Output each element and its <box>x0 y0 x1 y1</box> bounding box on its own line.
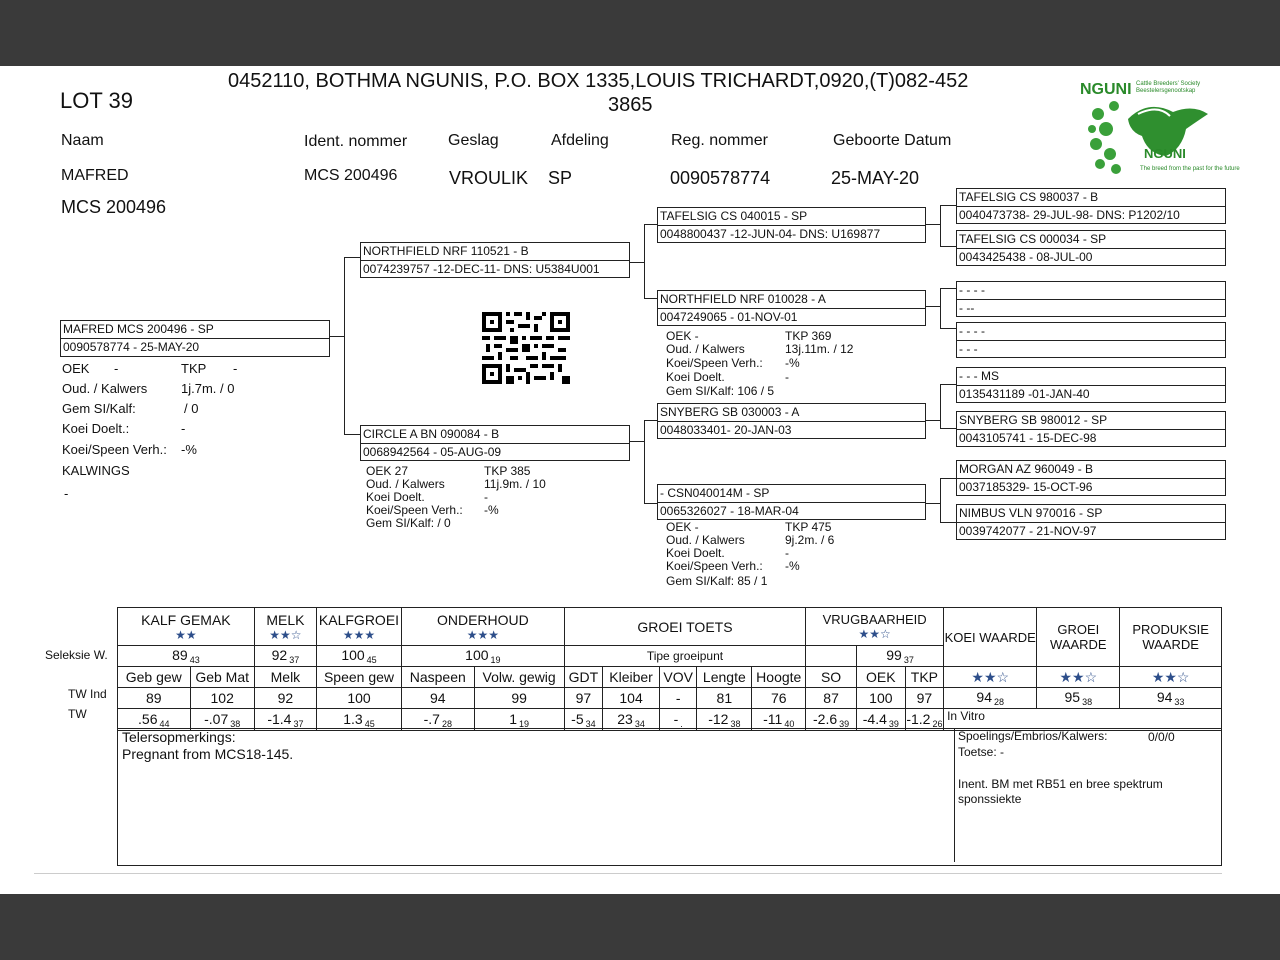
koei-stars: ★★☆ <box>944 667 1037 688</box>
value-afdeling: SP <box>548 168 573 188</box>
tw-cell: -5 $_{34}$ <box>564 709 602 731</box>
dam-gem: Gem SI/Kalf: / 0 <box>366 516 451 530</box>
label-geboorte: Geboorte Datum <box>833 132 952 149</box>
subject-tkp-value: - <box>233 361 238 376</box>
subject-speen-label: Koei/Speen Verh.: <box>62 442 167 457</box>
g3-name: TAFELSIG CS 980037 - B <box>959 190 1099 204</box>
top-dark-bar <box>0 0 1280 66</box>
tw-cell: -.07 $_{38}$ <box>190 709 254 731</box>
tw-cell: -4.4 $_{39}$ <box>856 709 905 731</box>
dam-oud-label: Oud. / Kalwers <box>366 477 445 491</box>
group-onderhoud: ONDERHOUD ★★★ <box>402 608 565 646</box>
col-header: OEK <box>856 667 905 688</box>
remarks-panel <box>117 728 1222 866</box>
logo-brand: NGUNI <box>1144 146 1186 161</box>
twind-cell: 81 <box>697 688 752 709</box>
connector <box>644 224 657 225</box>
twind-cell: 94 <box>402 688 475 709</box>
nguni-logo <box>1078 74 1240 180</box>
subject-oud-value: 1j.7m. / 0 <box>181 381 235 396</box>
dd-gem: Gem SI/Kalf: 85 / 1 <box>666 574 768 588</box>
logo-society: Cattle Breeders' Society <box>1136 81 1201 87</box>
connector <box>940 205 941 246</box>
connector <box>940 288 956 289</box>
connector <box>630 441 644 442</box>
pedigree-g3-box <box>956 504 1226 540</box>
sel-kalf-gemak: 89 $_{43}$ <box>118 646 255 667</box>
ss-reg: 0048800437 -12-JUN-04- DNS: U169877 <box>660 227 881 241</box>
tw-cell: .56 $_{44}$ <box>118 709 191 731</box>
col-header: GDT <box>564 667 602 688</box>
connector <box>630 262 644 263</box>
twind-cell: 92 <box>254 688 316 709</box>
pedigree-g3-box <box>956 281 1226 317</box>
footer-rule <box>34 873 1222 874</box>
dd-doelt-label: Koei Doelt. <box>666 546 725 560</box>
row-label-tw: TW <box>68 707 87 721</box>
value-geboorte: 25-MAY-20 <box>831 168 920 188</box>
produksie-waarde-value: 94 $_{33}$ <box>1120 688 1222 709</box>
subject-gem-value: / 0 <box>184 401 199 416</box>
tw-cell: -1.2 $_{26}$ <box>906 710 943 729</box>
kalwings-label: KALWINGS <box>62 463 130 478</box>
ds-reg: 0048033401- 20-JAN-03 <box>660 423 792 437</box>
value-naam: MAFRED <box>61 167 129 184</box>
connector <box>330 336 344 337</box>
g3-name: TAFELSIG CS 000034 - SP <box>959 232 1107 246</box>
connector <box>926 420 940 421</box>
label-ident: Ident. nommer <box>304 133 408 150</box>
connector <box>940 522 956 523</box>
connector <box>926 306 940 307</box>
pedigree-g3-box <box>956 411 1226 447</box>
ds-name: SNYBERG SB 030003 - A <box>660 405 800 419</box>
subject-speen-value: -% <box>181 442 197 457</box>
connector <box>940 288 941 329</box>
subject-tkp-label: TKP <box>181 361 207 376</box>
dd-name: - CSN040014M - SP <box>660 486 770 500</box>
tipe-groeipunt: Tipe groeipunt <box>564 646 805 667</box>
col-header: Geb Mat <box>190 667 254 688</box>
g3-name: - - - - <box>959 283 985 297</box>
sd-speen-value: -% <box>785 356 800 370</box>
row-label-twind: TW Ind <box>68 687 107 701</box>
dam-doelt-label: Koei Doelt. <box>366 490 425 504</box>
spoelings-label: Spoelings/Embrios/Kalwers: <box>958 729 1108 743</box>
group-produksie-waarde: PRODUKSIE WAARDE <box>1120 608 1222 667</box>
sd-doelt-label: Koei Doelt. <box>666 370 725 384</box>
subject-line1: MAFRED MCS 200496 - SP <box>63 322 214 336</box>
groei-stars: ★★☆ <box>1037 667 1120 688</box>
g3-name: NIMBUS VLN 970016 - SP <box>959 506 1103 520</box>
tw-cell: 23 $_{34}$ <box>603 709 660 731</box>
dam-doelt-value: - <box>484 490 488 504</box>
remarks-text: Pregnant from MCS18-145. <box>122 746 294 762</box>
pedigree-sire-sire-box <box>657 207 926 243</box>
col-header: Lengte <box>697 667 752 688</box>
pedigree-dam-dam-box <box>657 484 926 520</box>
col-header: Volw. gewig <box>474 667 564 688</box>
sd-name: NORTHFIELD NRF 010028 - A <box>660 292 826 306</box>
subject-box <box>60 320 330 357</box>
g3-reg: 0043425438 - 08-JUL-00 <box>959 250 1093 264</box>
twind-cell: 76 <box>752 688 806 709</box>
g3-reg: - -- <box>959 301 975 315</box>
col-header: Naspeen <box>402 667 475 688</box>
toetse: Toetse: - <box>958 745 1005 759</box>
dd-speen-value: -% <box>785 559 800 573</box>
twind-cell: 99 <box>474 688 564 709</box>
pedigree-sire-box <box>360 242 630 278</box>
twind-cell: 89 <box>118 688 191 709</box>
pedigree-g3-box <box>956 230 1226 266</box>
sd-doelt-value: - <box>785 370 789 384</box>
value-ident: MCS 200496 <box>304 167 398 184</box>
sd-gem: Gem SI/Kalf: 106 / 5 <box>666 384 775 398</box>
dam-oek: OEK 27 <box>366 464 409 478</box>
g3-reg: 0039742077 - 21-NOV-97 <box>959 524 1097 538</box>
group-groei-waarde: GROEI WAARDE <box>1037 608 1120 667</box>
tw-cell: -.7 $_{28}$ <box>402 709 475 731</box>
logo-society-2: Beestelersgenootskap <box>1136 88 1196 94</box>
sire-reg: 0074239757 -12-DEC-11- DNS: U5384U001 <box>363 262 600 276</box>
remarks-label: Telersopmerkings: <box>122 729 236 745</box>
dam-name: CIRCLE A BN 090084 - B <box>363 427 500 441</box>
dd-tkp: TKP 475 <box>785 520 832 534</box>
connector <box>344 434 360 435</box>
col-header: VOV <box>660 667 697 688</box>
connector <box>644 420 657 421</box>
big-ident: MCS 200496 <box>61 197 167 217</box>
connector <box>940 246 956 247</box>
dd-reg: 0065326027 - 18-MAR-04 <box>660 504 799 518</box>
connector <box>940 428 956 429</box>
connector <box>644 503 657 504</box>
subject-doelt-label: Koei Doelt.: <box>62 421 130 436</box>
g3-name: MORGAN AZ 960049 - B <box>959 462 1094 476</box>
twind-cell: 97 <box>905 688 943 709</box>
produksie-stars: ★★☆ <box>1120 667 1222 688</box>
subject-line2: 0090578774 - 25-MAY-20 <box>63 340 200 354</box>
connector <box>926 503 940 504</box>
pedigree-g3-box <box>956 367 1226 403</box>
pedigree-g3-box <box>956 188 1226 224</box>
g3-reg: 0040473738- 29-JUL-98- DNS: P1202/10 <box>959 208 1180 222</box>
twind-cell: - <box>660 688 697 709</box>
connector <box>940 328 956 329</box>
connector <box>644 298 657 299</box>
g3-reg: 0043105741 - 15-DEC-98 <box>959 431 1097 445</box>
pedigree-g3-box <box>956 460 1226 496</box>
connector <box>926 224 940 225</box>
ss-name: TAFELSIG CS 040015 - SP <box>660 209 808 223</box>
col-header: Speen gew <box>317 667 402 688</box>
group-groei-toets: GROEI TOETS <box>564 608 805 646</box>
subject-doelt-value: - <box>181 421 186 436</box>
label-naam: Naam <box>61 132 104 149</box>
sd-tkp: TKP 369 <box>785 329 832 343</box>
subject-gem-label: Gem SI/Kalf: <box>62 401 136 416</box>
g3-reg: - - - <box>959 342 978 356</box>
dd-oud-value: 9j.2m. / 6 <box>785 533 835 547</box>
connector <box>940 478 956 479</box>
dam-tkp: TKP 385 <box>484 464 531 478</box>
sd-oud-value: 13j.11m. / 12 <box>785 342 854 356</box>
tw-cell: -11 $_{40}$ <box>752 709 806 731</box>
subject-oud-label: Oud. / Kalwers <box>62 381 148 396</box>
subject-oek-value: - <box>114 361 119 376</box>
qr-code <box>482 312 570 384</box>
twind-cell: 100 <box>317 688 402 709</box>
connector <box>644 224 645 299</box>
twind-cell: 87 <box>806 688 857 709</box>
label-afdeling: Afdeling <box>551 132 609 149</box>
sel-vrugbaarheid: 99 $_{37}$ <box>856 646 943 667</box>
sd-reg: 0047249065 - 01-NOV-01 <box>660 310 798 324</box>
connector <box>344 257 360 258</box>
sire-name: NORTHFIELD NRF 110521 - B <box>363 244 529 258</box>
connector <box>940 478 941 523</box>
remarks-divider <box>954 729 955 862</box>
bottom-dark-bar <box>0 894 1280 960</box>
group-kalfgroei: KALFGROEI ★★★ <box>317 608 402 646</box>
value-geslag: VROULIK <box>449 168 529 188</box>
connector <box>940 205 956 206</box>
twind-cell: 97 <box>564 688 602 709</box>
label-reg: Reg. nommer <box>671 132 768 149</box>
sel-kalfgroei: 100 $_{45}$ <box>317 646 402 667</box>
col-header: SO <box>806 667 857 688</box>
tw-cell: -1.4 $_{37}$ <box>254 709 316 731</box>
connector <box>940 384 941 429</box>
sel-onderhoud: 100 $_{19}$ <box>402 646 565 667</box>
g3-name: - - - - <box>959 324 985 338</box>
twind-cell: 104 <box>603 688 660 709</box>
tw-cell: 1.3 $_{45}$ <box>317 709 402 731</box>
col-header: Geb gew <box>118 667 191 688</box>
twind-cell: 102 <box>190 688 254 709</box>
breeder-address-cont: 3865 <box>608 94 653 116</box>
g3-reg: 0135431189 -01-JAN-40 <box>959 387 1090 401</box>
lot-number: LOT 39 <box>60 88 133 113</box>
dam-speen-value: -% <box>484 503 499 517</box>
group-koei-waarde: KOEI WAARDE <box>944 608 1037 667</box>
group-melk: MELK ★★☆ <box>254 608 316 646</box>
dam-reg: 0068942564 - 05-AUG-09 <box>363 445 502 459</box>
koei-waarde-value: 94 $_{28}$ <box>944 688 1037 709</box>
logo-tagline: The breed from the past for the future <box>1140 166 1240 172</box>
g3-reg: 0037185329- 15-OCT-96 <box>959 480 1093 494</box>
g3-name: SNYBERG SB 980012 - SP <box>959 413 1108 427</box>
twind-cell: 100 <box>856 688 905 709</box>
dd-doelt-value: - <box>785 546 789 560</box>
sd-oek: OEK - <box>666 329 699 343</box>
logo-title: NGUNI <box>1080 81 1132 98</box>
performance-table <box>117 607 1222 731</box>
sd-speen-label: Koei/Speen Verh.: <box>666 356 763 370</box>
dd-speen-label: Koei/Speen Verh.: <box>666 559 763 573</box>
dam-oud-value: 11j.9m. / 10 <box>484 477 546 491</box>
col-header: Melk <box>254 667 316 688</box>
tw-cell: -2.6 $_{39}$ <box>806 709 857 731</box>
tw-cell: 1 $_{19}$ <box>474 709 564 731</box>
tw-cell: -12 $_{38}$ <box>697 709 752 731</box>
inent: Inent. BM met RB51 en bree spektrum sponssiekte <box>958 777 1163 806</box>
connector <box>644 420 645 504</box>
groei-waarde-value: 95 $_{38}$ <box>1037 688 1120 709</box>
dd-oud-label: Oud. / Kalwers <box>666 533 745 547</box>
group-kalf-gemak: KALF GEMAK ★★ <box>118 608 255 646</box>
value-reg: 0090578774 <box>670 168 771 188</box>
in-vitro: In Vitro <box>944 709 1222 731</box>
pedigree-sire-dam-box <box>657 290 926 326</box>
g3-name: - - - MS <box>959 369 999 383</box>
breeder-address: 0452110, BOTHMA NGUNIS, P.O. BOX 1335,LOUIS TRICHARDT,0920,(T)082-452 <box>228 70 969 92</box>
tw-cell: - $_.$ <box>660 709 697 731</box>
subject-oek-label: OEK <box>62 361 90 376</box>
kalwings-value: - <box>64 486 69 501</box>
sel-melk: 92 $_{37}$ <box>254 646 316 667</box>
pedigree-dam-sire-box <box>657 403 926 439</box>
dd-oek: OEK - <box>666 520 699 534</box>
row-label-seleksie: Seleksie W. <box>45 648 108 662</box>
dam-speen-label: Koei/Speen Verh.: <box>366 503 463 517</box>
connector <box>940 384 956 385</box>
col-header: TKP <box>905 667 943 688</box>
group-vrugbaarheid: VRUGBAARHEID ★★☆ <box>806 608 944 646</box>
pedigree-g3-box <box>956 322 1226 358</box>
pedigree-dam-box <box>360 425 630 461</box>
sd-oud-label: Oud. / Kalwers <box>666 342 745 356</box>
col-header: Kleiber <box>603 667 660 688</box>
col-header: Hoogte <box>752 667 806 688</box>
connector <box>344 257 345 435</box>
label-geslag: Geslag <box>448 132 499 149</box>
spoelings-value: 0/0/0 <box>1148 730 1175 744</box>
lot-page <box>0 66 1280 894</box>
